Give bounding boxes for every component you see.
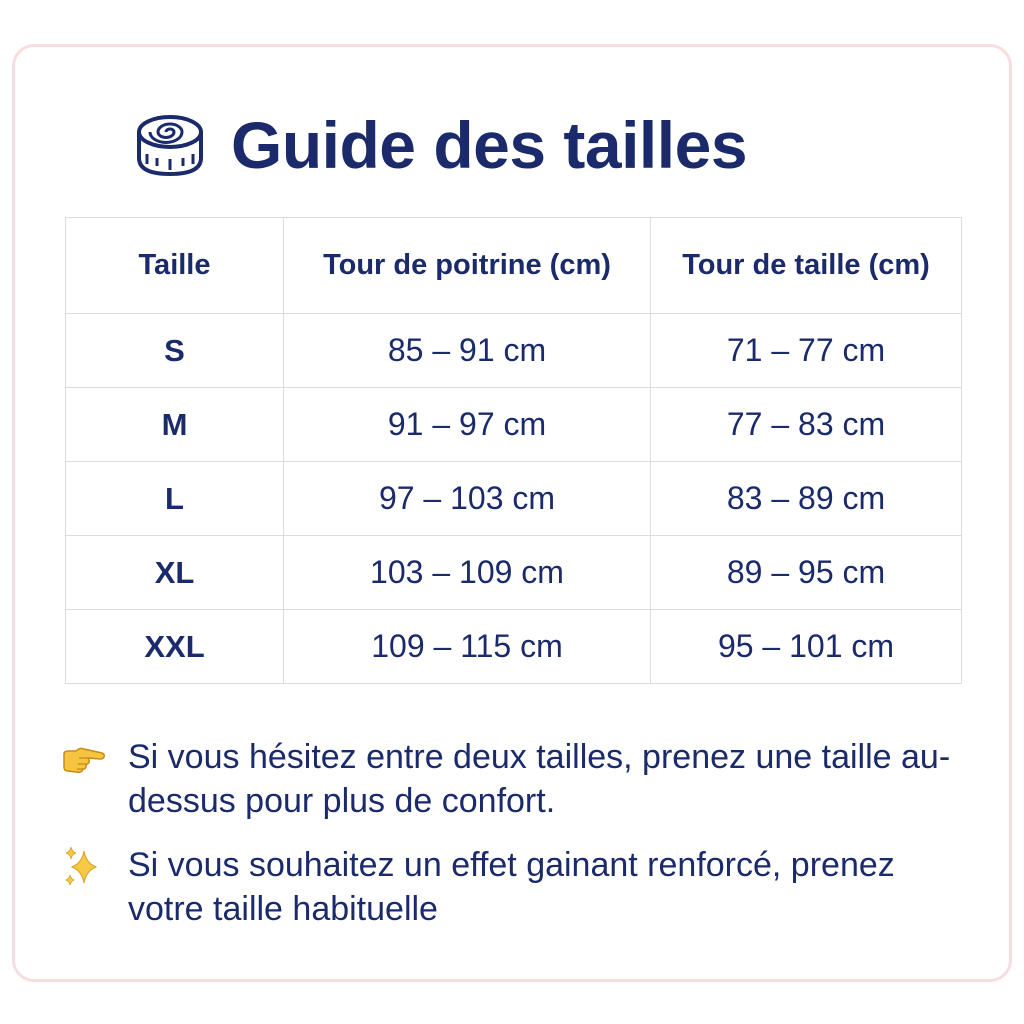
chest-cell: 85 – 91 cm (284, 314, 651, 388)
size-cell: S (66, 314, 284, 388)
waist-cell: 77 – 83 cm (651, 388, 962, 462)
waist-cell: 83 – 89 cm (651, 462, 962, 536)
measuring-tape-icon (135, 112, 205, 178)
waist-cell: 71 – 77 cm (651, 314, 962, 388)
size-cell: M (66, 388, 284, 462)
chest-cell: 103 – 109 cm (284, 536, 651, 610)
table-row (66, 388, 962, 462)
column-header-size: Taille (66, 218, 284, 314)
note-item (62, 735, 962, 823)
chest-cell: 97 – 103 cm (284, 462, 651, 536)
chest-cell: 91 – 97 cm (284, 388, 651, 462)
note-text: Si vous hésitez entre deux tailles, prenez une taille au-dessus pour plus de confort. (128, 738, 951, 820)
sparkles-icon (62, 843, 128, 891)
table-row (66, 610, 962, 684)
pointing-hand-icon (62, 735, 128, 783)
column-header-chest: Tour de poitrine (cm) (284, 218, 651, 314)
table-row (66, 462, 962, 536)
waist-cell: 95 – 101 cm (651, 610, 962, 684)
notes-list (62, 735, 962, 951)
size-cell: L (66, 462, 284, 536)
size-cell: XXL (66, 610, 284, 684)
table-row (66, 536, 962, 610)
size-cell: XL (66, 536, 284, 610)
waist-cell: 89 – 95 cm (651, 536, 962, 610)
table-header-row (66, 218, 962, 314)
column-header-waist: Tour de taille (cm) (651, 218, 962, 314)
page-title: Guide des tailles (231, 108, 748, 182)
note-text: Si vous souhaitez un effet gainant renforcé, prenez votre taille habituelle (128, 846, 895, 928)
chest-cell: 109 – 115 cm (284, 610, 651, 684)
size-table (65, 217, 962, 684)
note-item (62, 843, 962, 931)
title-row (135, 100, 747, 190)
table-row (66, 314, 962, 388)
